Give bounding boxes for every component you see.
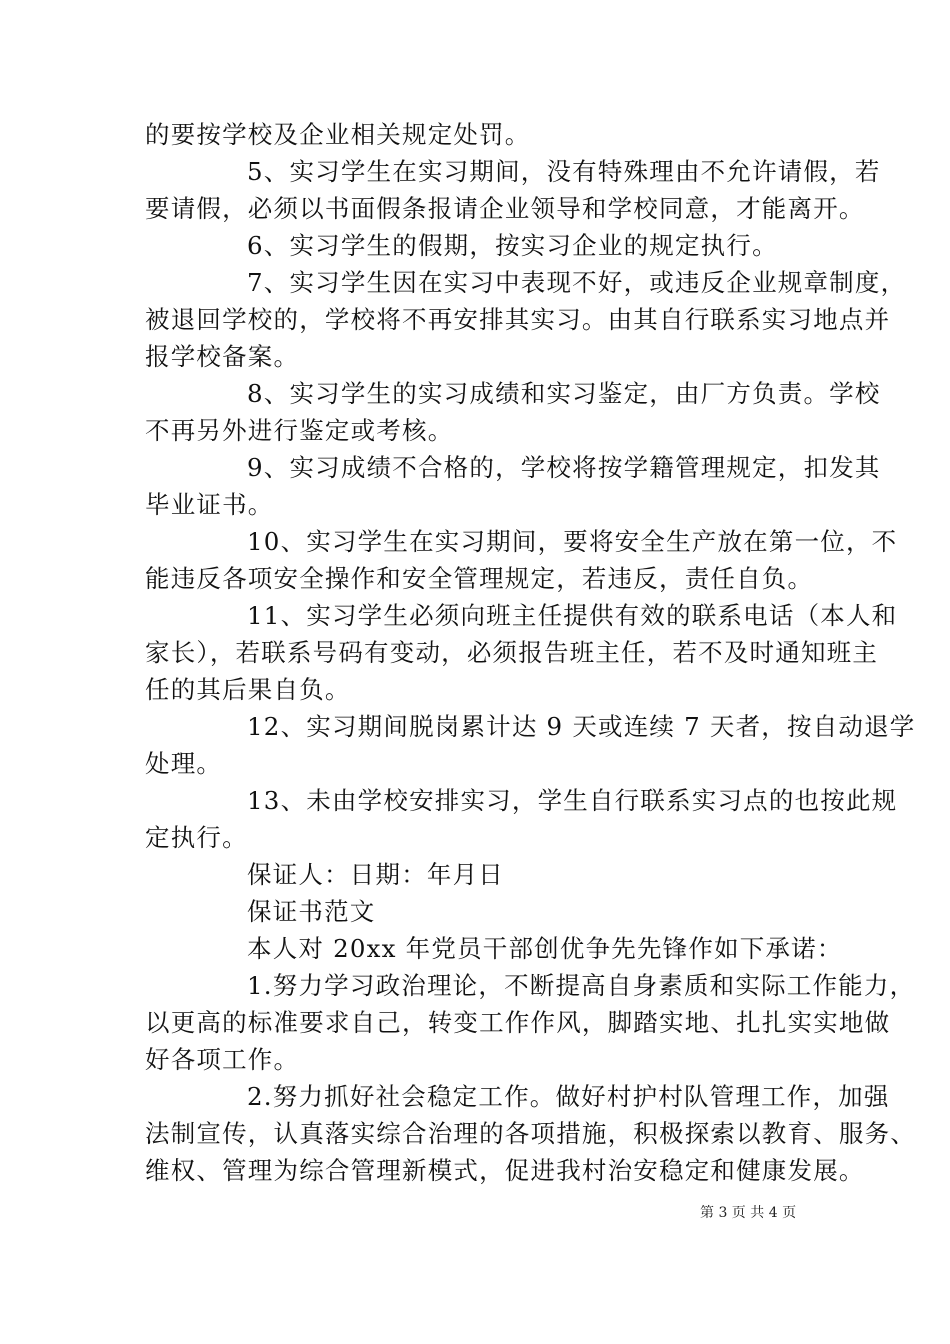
text-line: 报学校备案。 — [145, 342, 300, 371]
page-number: 第 3 页 共 4 页 — [700, 1205, 797, 1221]
text-line: 以更高的标准要求自己，转变工作作风，脚踏实地、扎扎实实地做 — [145, 1008, 891, 1037]
text-line: 好各项工作。 — [145, 1045, 300, 1074]
text-line: 9、实习成绩不合格的，学校将按学籍管理规定，扣发其 — [247, 453, 881, 482]
text-line: 定执行。 — [145, 823, 248, 852]
text-line: 5、实习学生在实习期间，没有特殊理由不允许请假，若 — [247, 157, 881, 186]
text-line: 被退回学校的，学校将不再安排其实习。由其自行联系实习地点并 — [145, 305, 891, 334]
section-title: 保证书范文 — [247, 897, 376, 926]
text-line: 法制宣传，认真落实综合治理的各项措施，积极探索以教育、服务、 — [145, 1119, 916, 1148]
text-line: 处理。 — [145, 749, 223, 778]
text-line: 维权、管理为综合管理新模式，促进我村治安稳定和健康发展。 — [145, 1156, 865, 1185]
text-line: 12、实习期间脱岗累计达 9 天或连续 7 天者，按自动退学 — [247, 712, 916, 741]
text-line: 家长），若联系号码有变动，必须报告班主任，若不及时通知班主 — [145, 638, 879, 667]
text-line: 毕业证书。 — [145, 490, 274, 519]
text-line: 要请假，必须以书面假条报请企业领导和学校同意，才能离开。 — [145, 194, 865, 223]
text-line: 10、实习学生在实习期间，要将安全生产放在第一位，不 — [247, 527, 898, 556]
text-line: 本人对 20xx 年党员干部创优争先先锋作如下承诺： — [247, 934, 843, 963]
text-line: 2.努力抓好社会稳定工作。做好村护村队管理工作，加强 — [247, 1082, 890, 1111]
text-line: 7、实习学生因在实习中表现不好，或违反企业规章制度， — [247, 268, 907, 297]
signature-line: 保证人：日期：年月日 — [247, 860, 504, 889]
text-line: 不再另外进行鉴定或考核。 — [145, 416, 454, 445]
text-line: 能违反各项安全操作和安全管理规定，若违反，责任自负。 — [145, 564, 814, 593]
text-line: 1.努力学习政治理论，不断提高自身素质和实际工作能力， — [247, 971, 916, 1000]
text-line: 6、实习学生的假期，按实习企业的规定执行。 — [247, 231, 778, 260]
text-line: 任的其后果自负。 — [145, 675, 351, 704]
text-line: 8、实习学生的实习成绩和实习鉴定，由厂方负责。学校 — [247, 379, 881, 408]
text-line: 13、未由学校安排实习，学生自行联系实习点的也按此规 — [247, 786, 898, 815]
text-line: 的要按学校及企业相关规定处罚。 — [145, 120, 531, 149]
text-line: 11、实习学生必须向班主任提供有效的联系电话（本人和 — [247, 601, 898, 630]
